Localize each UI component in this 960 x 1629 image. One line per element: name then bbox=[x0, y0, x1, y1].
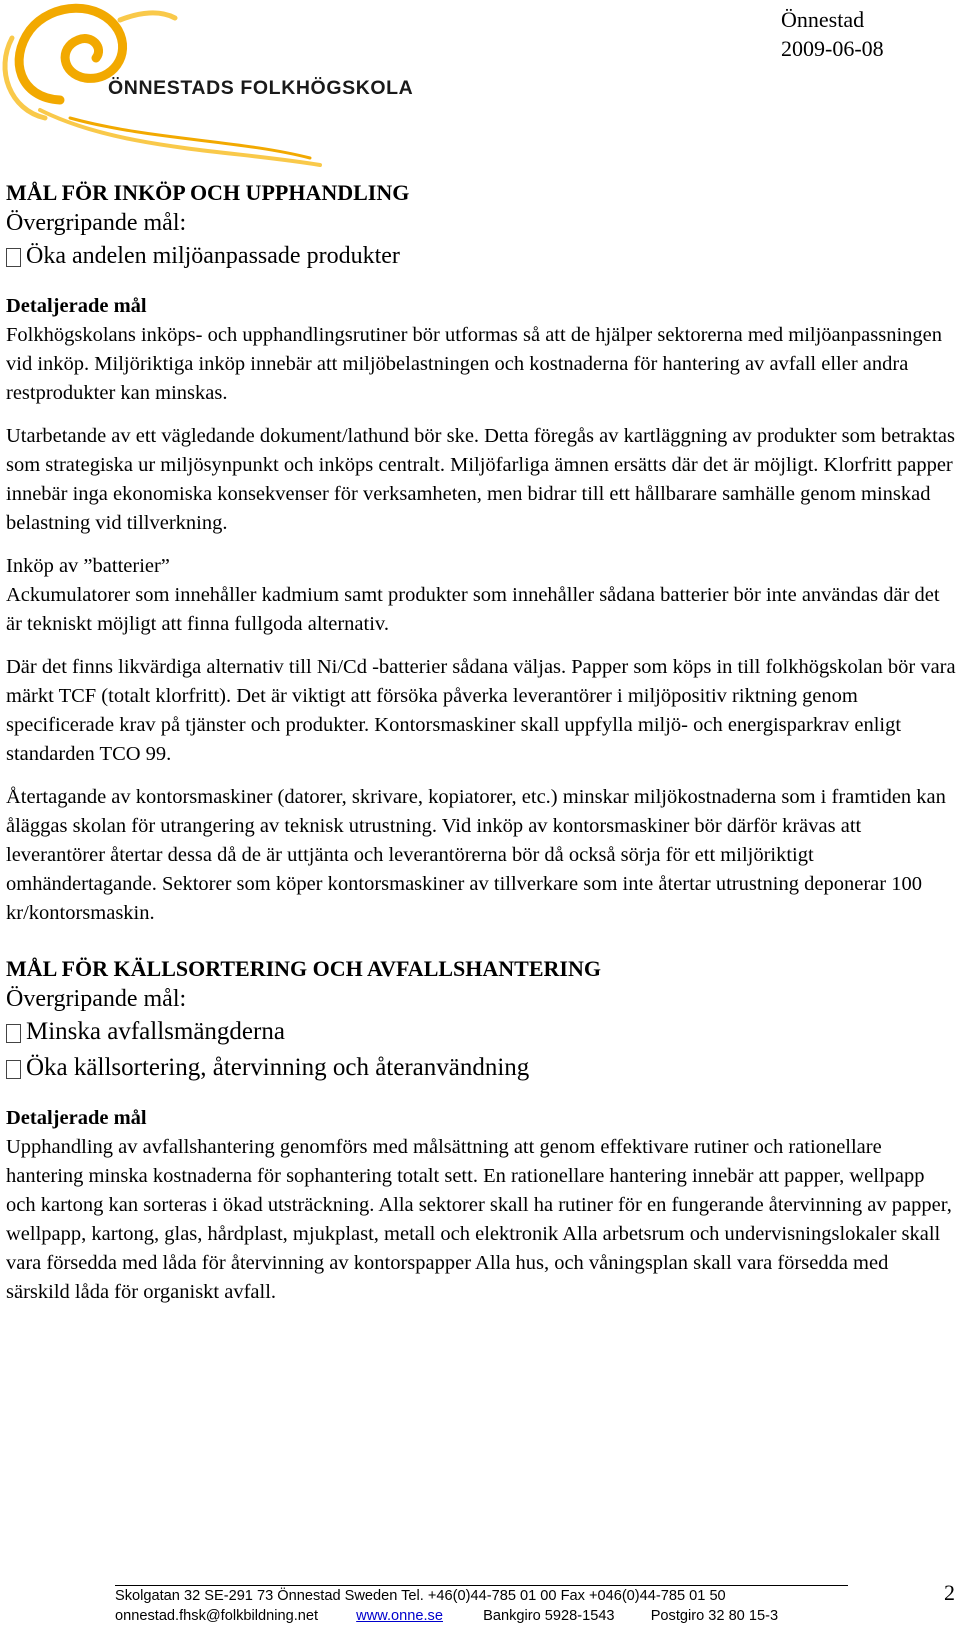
website-link[interactable]: www.onne.se bbox=[356, 1608, 443, 1624]
paragraph: Upphandling av avfallshantering genomförs med målsättning att genom effektivare rutiner och rationellare hantering minska kostnaderna för sophantering totalt sett. En rationellare hantering innebär att papper, wellpapp och kartong kan sorteras i ökad utsträckning. Alla sektorer skall ha rutiner för en fungerande återvinning av papper, wellpapp, kartong, glas, hårdplast, mjukplast, metall och elektronik Alla arbetsrum och undervisningslokaler skall vara försedda med låda för återvinning av kontorspapper Alla hus, och våningsplan skall vara försedda med särskild låda för organiskt avfall. bbox=[6, 1136, 952, 1303]
section-heading-purchasing: MÅL FÖR INKÖP OCH UPPHANDLING bbox=[6, 180, 410, 205]
footer-address: Skolgatan 32 SE-291 73 Önnestad Sweden Tel. +46(0)44-785 01 00 Fax +046(0)44-785 01 50 bbox=[115, 1588, 726, 1604]
paragraph: Återtagande av kontorsmaskiner (datorer, skrivare, kopiatorer, etc.) minskar miljökostnaderna som i framtiden kan åläggas skolan för utrangering av teknisk utrustning. Vid inköp av kontorsmaskiner bör därför krävas att leverantörer återtar dessa då de är uttjänta och leverantörerna bör då också sörja för ett miljöriktigt omhändertagande. Sektorer som köper kontorsmaskiner av tillverkare som inte återtar utrustning deponerar 100 kr/kontorsmaskin. bbox=[6, 786, 946, 924]
overall-goals-label: Övergripande mål: bbox=[6, 210, 187, 236]
footer-email: onnestad.fhsk@folkbildning.net bbox=[115, 1608, 319, 1624]
section-heading-waste: MÅL FÖR KÄLLSORTERING OCH AVFALLSHANTERING bbox=[6, 956, 601, 981]
bullet-box-icon bbox=[6, 1024, 21, 1043]
bullet-box-icon bbox=[6, 248, 21, 267]
footer-contact-line bbox=[115, 1606, 778, 1626]
detailed-goals-heading: Detaljerade mål bbox=[6, 295, 147, 317]
place-date-block bbox=[781, 5, 884, 63]
bullet-box-icon bbox=[6, 1060, 21, 1079]
detailed-goals-heading: Detaljerade mål bbox=[6, 1107, 147, 1129]
goal-bullet bbox=[6, 238, 956, 274]
paragraph: Där det finns likvärdiga alternativ till Ni/Cd -batterier sådana väljas. Papper som köps in till folkhögskolan bör vara märkt TCF (totalt klorfritt). Det är viktigt att försöka påverka leverantörer i miljöpositiv riktning genom specificerade krav på tjänster och produkter. Kontorsmaskiner skall uppfylla miljö- och energisparkrav enligt standarden TCO 99. bbox=[6, 656, 956, 765]
goal-bullet bbox=[6, 1014, 956, 1050]
footer-bankgiro: Bankgiro 5928-1543 bbox=[483, 1608, 615, 1624]
goal-bullet-text: Minska avfallsmängderna bbox=[26, 1018, 285, 1045]
footer bbox=[115, 1586, 778, 1626]
logo-wordmark: ÖNNESTADS FOLKHÖGSKOLA bbox=[108, 77, 414, 99]
paragraph: Utarbetande av ett vägledande dokument/lathund bör ske. Detta föregås av kartläggning av produkter som betraktas som strategiska ur miljösynpunkt och inköps centralt. Miljöfarliga ämnen ersätts där det är möjligt. Klorfritt papper innebär inga ekonomiska konsekvenser för verksamheten, men bidrar till ett hållbarare samhälle genom minskad belastning vid tillverkning. bbox=[6, 425, 955, 534]
footer-postgiro: Postgiro 32 80 15-3 bbox=[650, 1608, 779, 1624]
goal-bullet-text: Öka källsortering, återvinning och återanvändning bbox=[26, 1054, 530, 1081]
date-text: 2009-06-08 bbox=[781, 36, 884, 61]
document-body bbox=[6, 178, 956, 1307]
paragraph: Inköp av ”batterier” Ackumulatorer som innehåller kadmium samt produkter som innehåller sådana batterier bör inte användas där det är tekniskt möjligt att finna fullgoda alternativ. bbox=[6, 555, 940, 635]
goal-bullet-text: Öka andelen miljöanpassade produkter bbox=[26, 243, 400, 269]
paragraph: Folkhögskolans inköps- och upphandlingsrutiner bör utformas så att de hjälper sektorerna med miljöanpassningen vid inköp. Miljöriktiga inköp innebär att miljöbelastningen och kostnaderna för hantering av avfall eller andra restprodukter kan minskas. bbox=[6, 324, 942, 404]
overall-goals-label: Övergripande mål: bbox=[6, 986, 187, 1012]
goal-bullet bbox=[6, 1050, 956, 1086]
school-logo bbox=[0, 0, 420, 170]
place-text: Önnestad bbox=[781, 7, 865, 32]
page-number: 2 bbox=[944, 1580, 955, 1605]
